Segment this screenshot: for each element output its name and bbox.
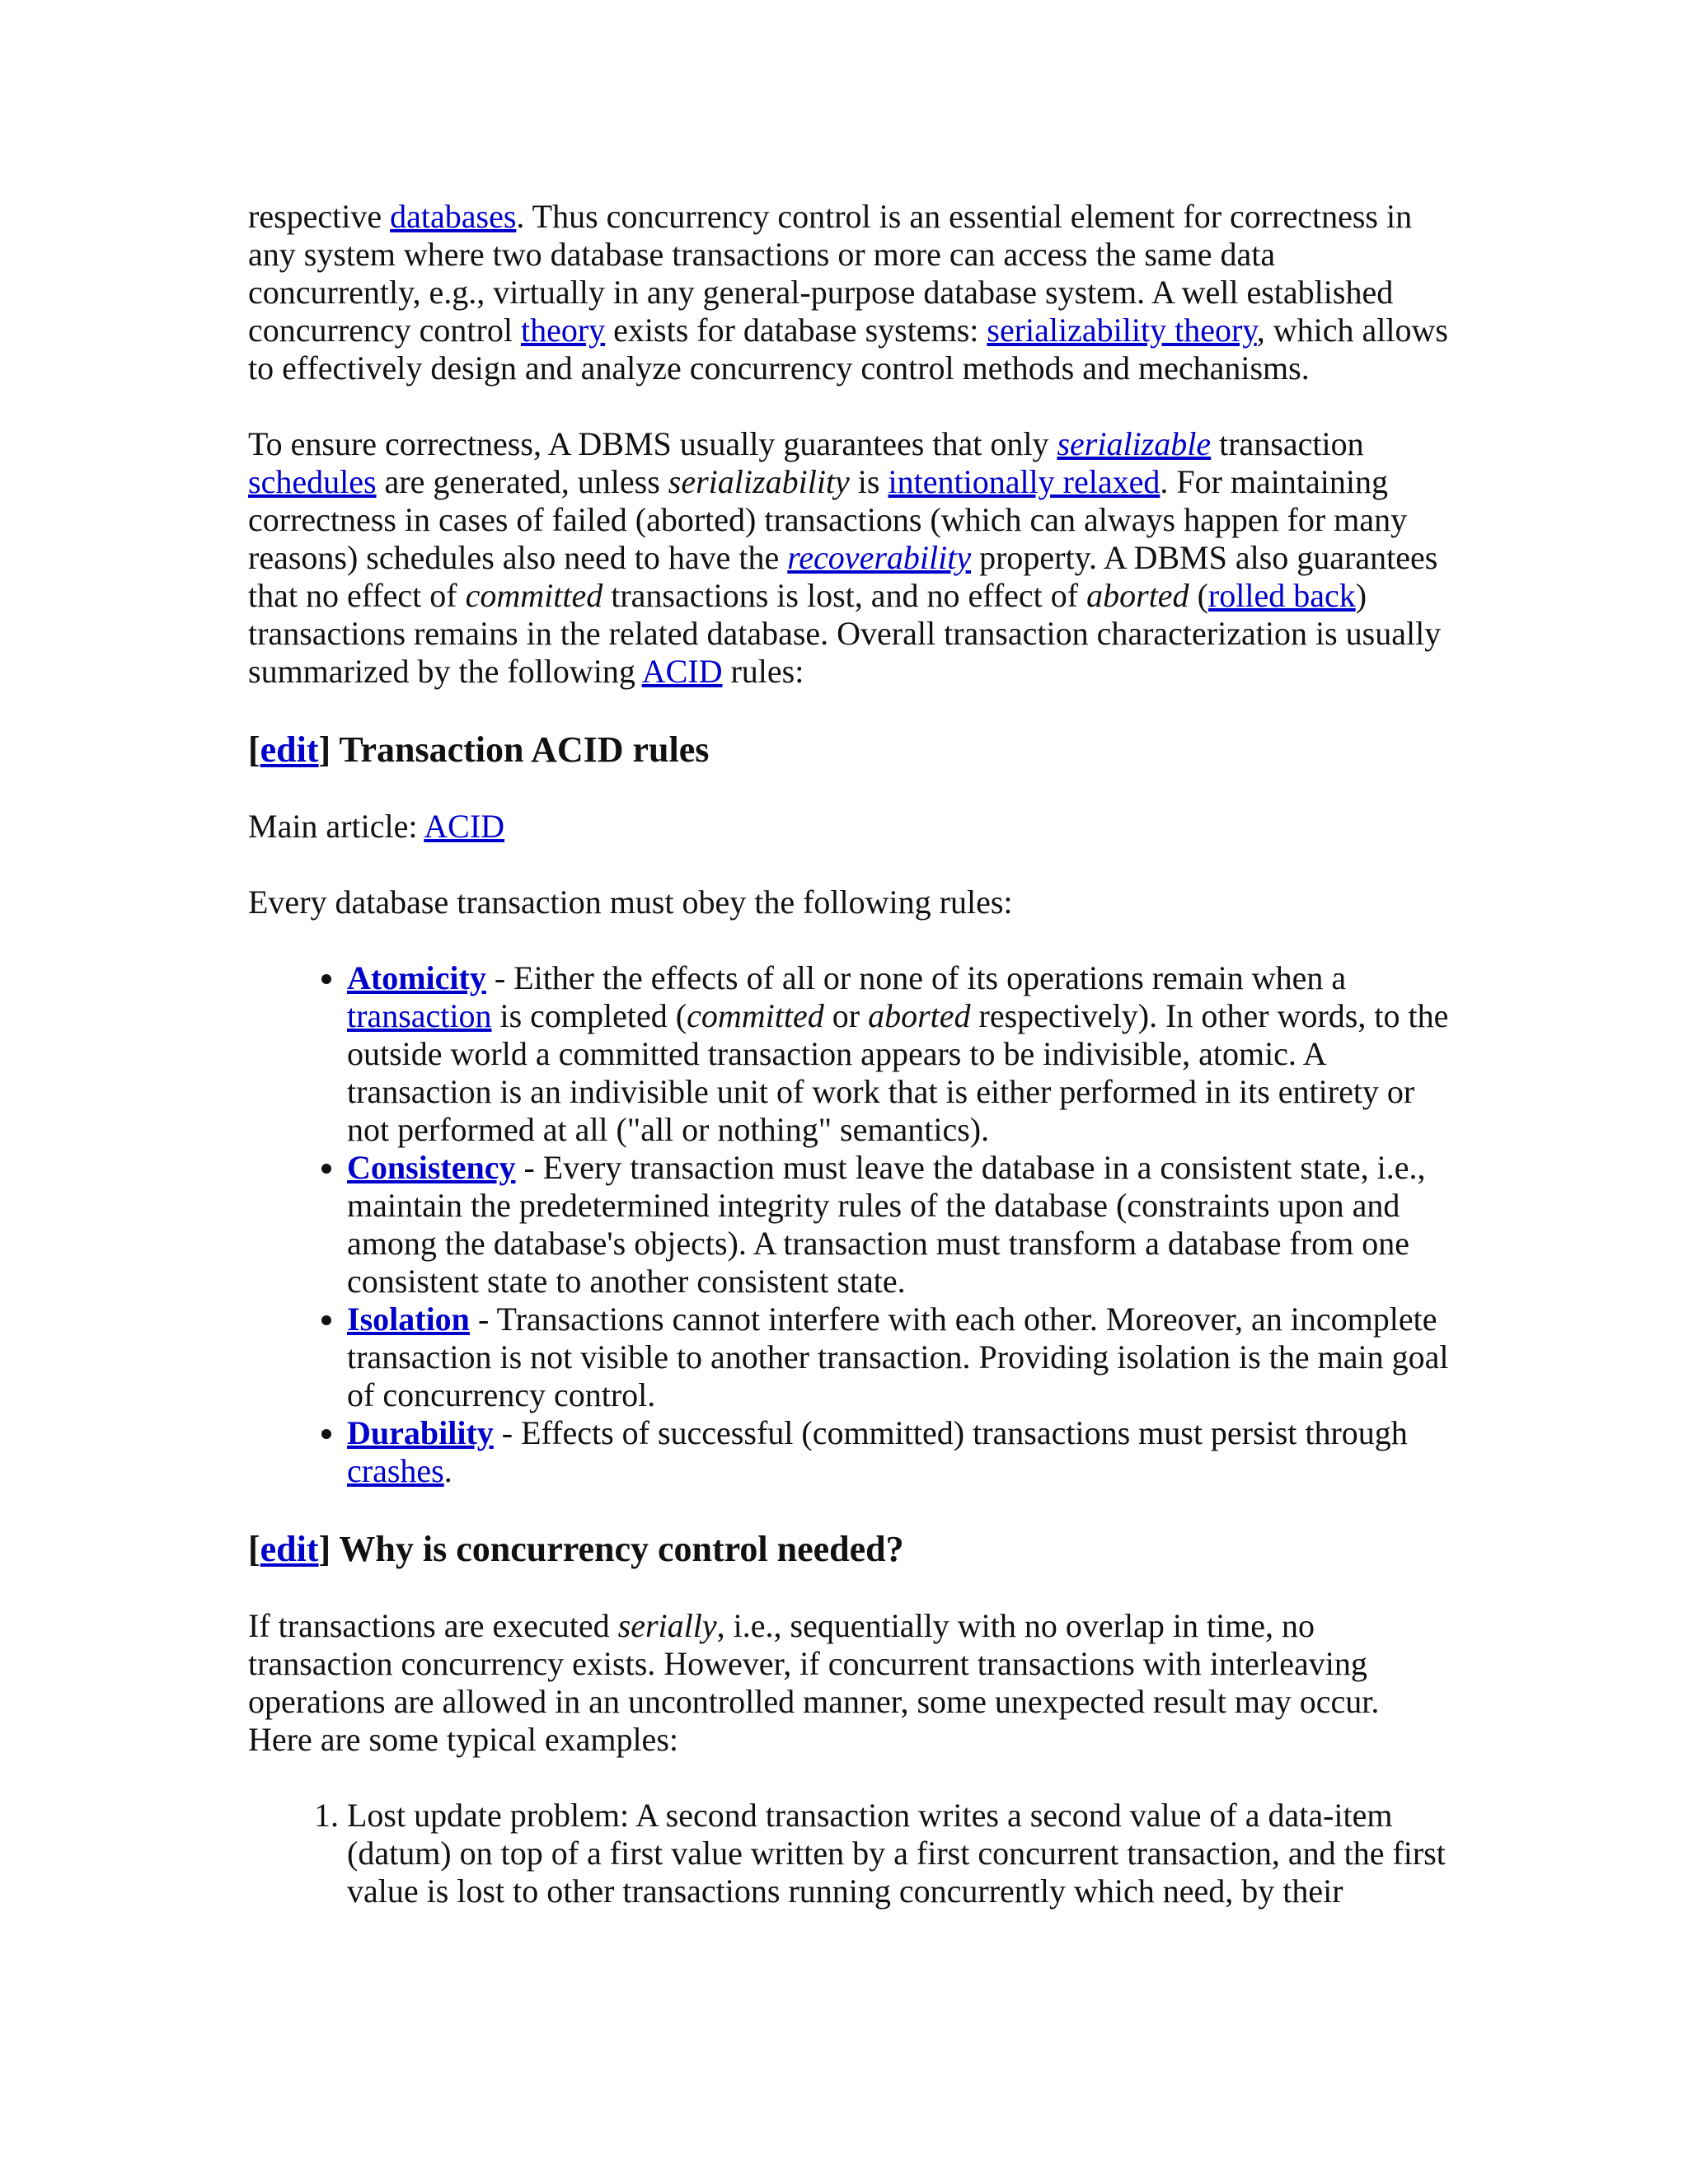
text-run: rules: [722, 653, 804, 690]
text-run: - Transactions cannot interfere with each other. Moreover, an incomplete transaction is not visible to another transaction. Providing isolation is the main goal of concurrency control. [347, 1301, 1449, 1413]
bracket: [ [248, 1529, 260, 1569]
text-run: exists for database systems: [605, 312, 987, 349]
link-atomicity[interactable]: Atomicity [347, 959, 486, 996]
text-run: respective [248, 198, 391, 235]
text-run: If transactions are executed [248, 1607, 618, 1644]
bracket: ] [318, 1529, 331, 1569]
text-run: transactions is lost, and no effect of [603, 577, 1087, 614]
link-recoverability[interactable] [787, 539, 971, 576]
link-text: recoverability [787, 539, 972, 576]
edit-link-acid-section[interactable]: edit [260, 729, 319, 770]
text-run: is [849, 463, 889, 500]
document-page [248, 198, 1451, 1948]
emphasis: aborted [868, 997, 971, 1034]
bracket: [ [248, 729, 260, 770]
list-item [347, 1414, 1451, 1490]
link-isolation[interactable]: Isolation [347, 1301, 470, 1338]
heading-why-concurrency-control [248, 1528, 1451, 1571]
link-intentionally-relaxed[interactable]: intentionally relaxed [888, 463, 1160, 500]
emphasis: committed [465, 577, 603, 614]
text-run: ) transactions remains in the related database. Overall transaction characterization is usually summarized by the following [248, 577, 1442, 690]
text-run: , which allows to effectively design and analyze concurrency control methods and mechanisms. [248, 312, 1448, 387]
link-rolled-back[interactable]: rolled back [1207, 577, 1356, 614]
list-item [347, 1301, 1451, 1414]
edit-link-why-section[interactable]: edit [260, 1529, 319, 1569]
text-run: . Thus concurrency control is an essential element for correctness in any system where two database transactions or more can access the same data concurrently, e.g., virtually in any general-purpose database system. A well established concurrency control [248, 198, 1413, 349]
examples-list [248, 1797, 1451, 1910]
heading-text: Transaction ACID rules [331, 729, 710, 770]
link-databases[interactable]: databases [390, 198, 517, 235]
list-item [347, 959, 1451, 1149]
text-run: are generated, unless [376, 463, 668, 500]
link-durability[interactable]: Durability [347, 1414, 494, 1451]
text-run: To ensure correctness, A DBMS usually guarantees that only [248, 425, 1057, 462]
why-paragraph [248, 1607, 1451, 1759]
emphasis: committed [687, 997, 824, 1034]
link-schedules[interactable]: schedules [248, 463, 377, 500]
link-main-article-acid[interactable]: ACID [424, 808, 505, 845]
link-crashes[interactable]: crashes [347, 1452, 444, 1489]
list-item [347, 1149, 1451, 1301]
intro-paragraph [248, 198, 1451, 387]
text-run: - Either the effects of all or none of its operations remain when a [485, 959, 1347, 996]
text-run: Main article: [248, 808, 424, 845]
link-acid[interactable]: ACID [641, 653, 723, 690]
text-run: - Effects of successful (committed) transactions must persist through [493, 1414, 1408, 1451]
heading-text: Why is concurrency control needed? [331, 1529, 904, 1569]
text-run: is completed ( [491, 997, 687, 1034]
acid-lead-paragraph: Every database transaction must obey the following rules: [248, 883, 1013, 921]
main-article-note [248, 808, 1451, 846]
link-serializable[interactable] [1057, 425, 1211, 462]
bracket: ] [318, 729, 331, 770]
link-transaction[interactable]: transaction [347, 997, 492, 1034]
correctness-paragraph [248, 425, 1451, 691]
text-run: - Every transaction must leave the database in a consistent state, i.e., maintain the predetermined integrity rules of the database (constraints upon and among the database's objects). A transaction must transform a database from one consistent state to another consistent state. [347, 1149, 1426, 1300]
link-text: serializable [1057, 425, 1212, 462]
text-run: , i.e., sequentially with no overlap in time, no transaction concurrency exists. However, if concurrent transactions with interleaving operations are allowed in an uncontrolled manner, some unexpected result may occur. Here are some typical examples: [248, 1607, 1380, 1758]
text-run: property. A DBMS also guarantees that no effect of [248, 539, 1438, 614]
acid-rules-list [248, 959, 1451, 1490]
text-run: . For maintaining correctness in cases of failed (aborted) transactions (which can always happen for many reasons) schedules also need to have the [248, 463, 1408, 576]
text-run: or [823, 997, 869, 1034]
heading-transaction-acid-rules [248, 729, 1451, 771]
list-item: 1. Lost update problem: A second transaction writes a second value of a data-item (datum) on top of a first value written by a first concurrent transaction, and the first value is lost to other transactions running concurrently which need, by their [347, 1797, 1451, 1910]
emphasis: serializability [668, 463, 850, 500]
link-serializability-theory[interactable]: serializability theory [987, 312, 1257, 349]
text-run: . [443, 1452, 452, 1489]
emphasis: serially [617, 1607, 717, 1644]
text-run: respectively). In other words, to the outside world a committed transaction appears to be indivisible, atomic. A transaction is an indivisible unit of work that is either performed in its entirety or not performed at all ("all or nothing" semantics). [347, 997, 1449, 1148]
text-run: ( [1189, 577, 1208, 614]
text-run: transaction [1211, 425, 1364, 462]
link-theory[interactable]: theory [520, 312, 606, 349]
emphasis: aborted [1086, 577, 1189, 614]
link-consistency[interactable]: Consistency [347, 1149, 516, 1186]
